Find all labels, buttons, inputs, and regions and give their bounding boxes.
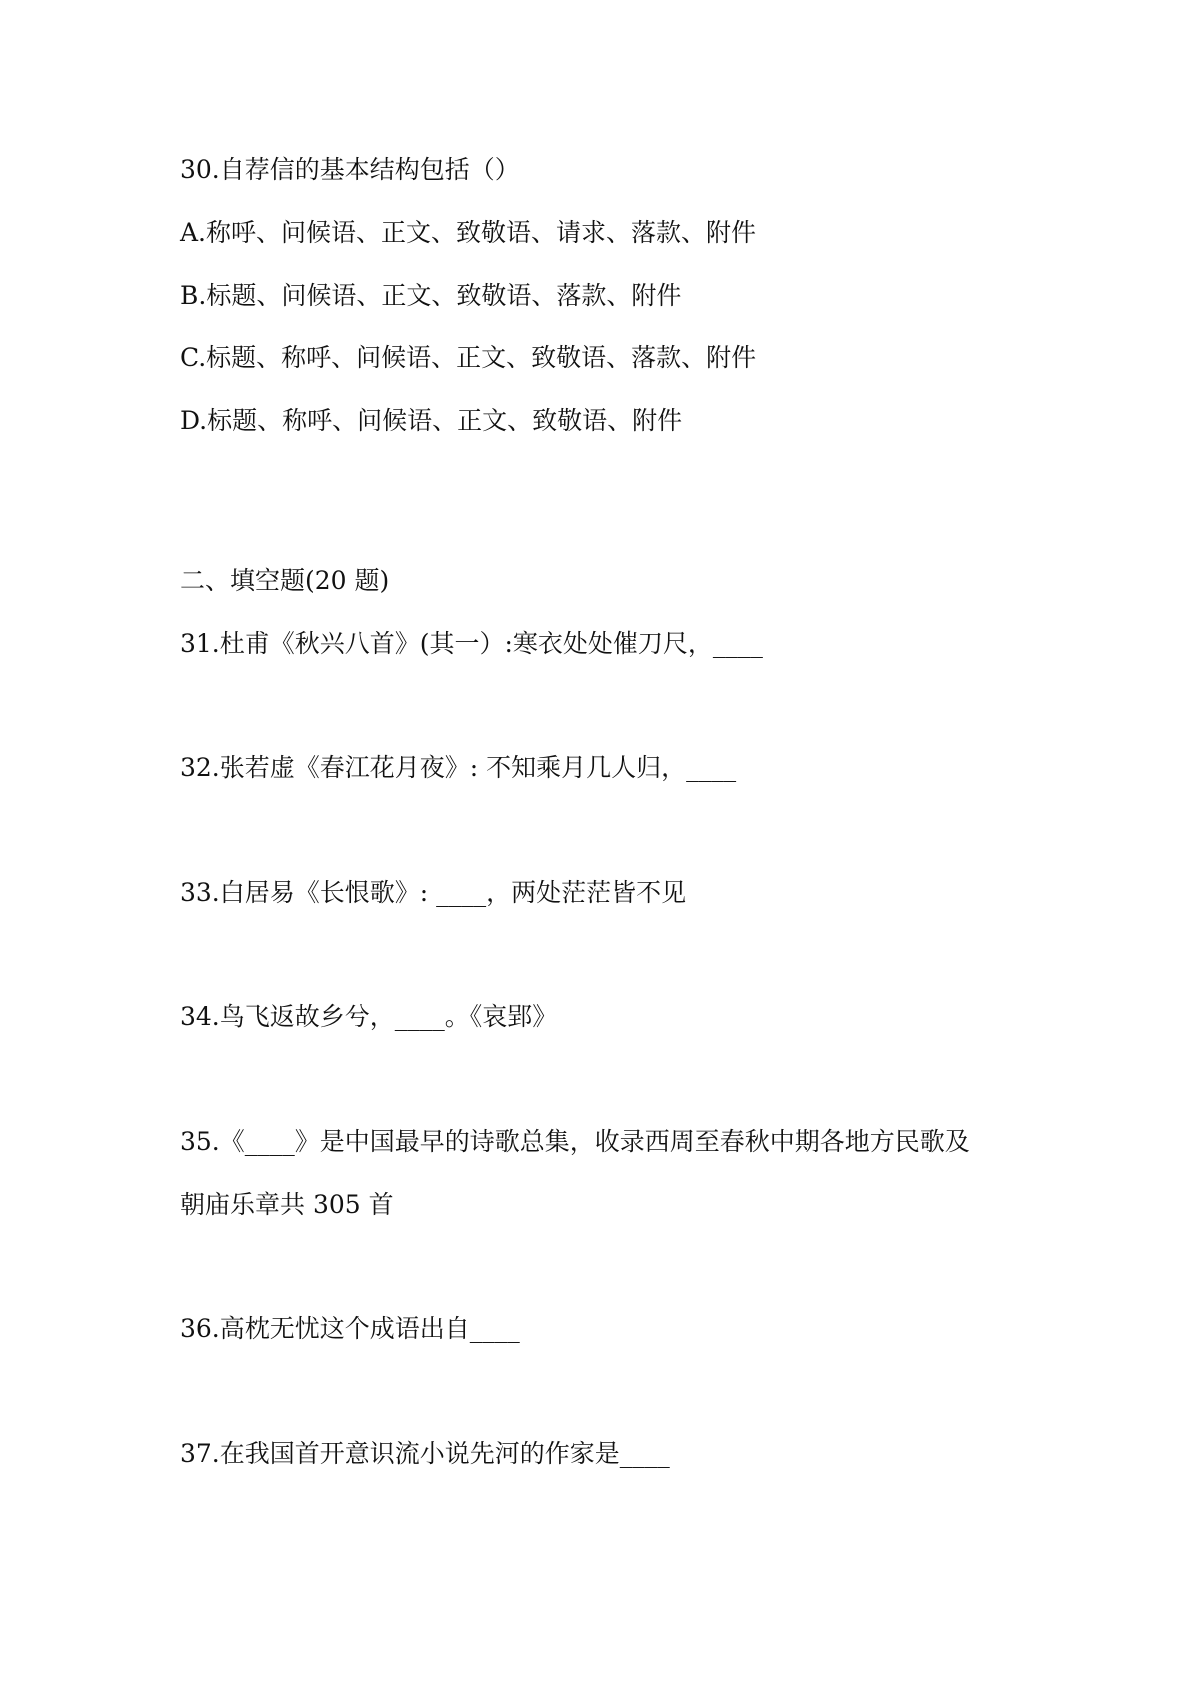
question-37: 37.在我国首开意识流小说先河的作家是____ (180, 1439, 670, 1468)
question-34: 34.鸟飞返故乡兮，____。《哀郢》 (180, 1002, 558, 1031)
question-33: 33.白居易《长恨歌》: ____，两处茫茫皆不见 (180, 878, 687, 907)
question-30-stem: 30.自荐信的基本结构包括（） (180, 155, 520, 184)
question-31: 31.杜甫《秋兴八首》(其一）:寒衣处处催刀尺，____ (180, 629, 763, 658)
question-35-line-2: 朝庙乐章共 305 首 (180, 1190, 394, 1219)
question-30-option-b: B.标题、问候语、正文、致敬语、落款、附件 (180, 281, 682, 310)
section-heading: 二、填空题(20 题) (180, 566, 390, 595)
question-30-option-d: D.标题、称呼、问候语、正文、致敬语、附件 (180, 406, 683, 435)
question-36: 36.高枕无忧这个成语出自____ (180, 1314, 520, 1343)
question-30-option-a: A.称呼、问候语、正文、致敬语、请求、落款、附件 (180, 218, 757, 247)
question-32: 32.张若虚《春江花月夜》: 不知乘月几人归，____ (180, 753, 737, 782)
question-30-option-c: C.标题、称呼、问候语、正文、致敬语、落款、附件 (180, 343, 757, 372)
question-35-line-1: 35.《____》是中国最早的诗歌总集，收录西周至春秋中期各地方民歌及 (180, 1127, 970, 1156)
